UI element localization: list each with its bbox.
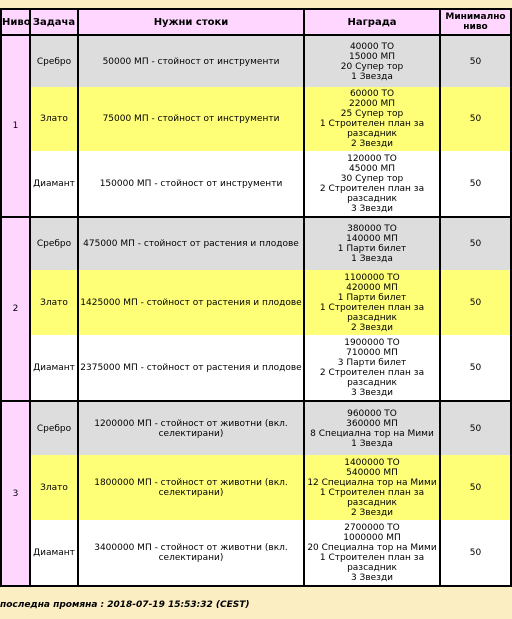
required-goods-cell: 1425000 МП - стойност от растения и плодове [78,270,304,335]
min-level-cell: 50 [440,270,511,335]
reward-line: 960000 ТО [347,408,397,419]
required-goods-cell: 50000 МП - стойност от инструменти [78,35,304,87]
reward-cell [304,335,440,401]
required-goods-cell: 75000 МП - стойност от инструменти [78,87,304,151]
required-goods-cell: 2375000 МП - стойност от растения и плодове [78,335,304,401]
level-cell: 2 [1,217,30,401]
reward-line: 1 Звезда [351,438,393,449]
reward-line: 1 Строителен план за разсадник [319,487,425,508]
reward-line: 22000 МП [348,99,396,109]
header-reward: Награда [304,9,440,35]
reward-line: 20 Специална тор на Мими [307,542,437,553]
reward-line: 120000 ТО [347,153,397,164]
min-level-cell: 50 [440,87,511,151]
reward-cell [304,401,440,455]
header-required-goods: Нужни стоки [78,9,304,35]
reward-cell [304,87,440,151]
task-cell: Злато [30,87,78,151]
task-cell: Сребро [30,401,78,455]
reward-line: 540000 МП [346,467,398,478]
reward-line: 420000 МП [346,282,398,293]
reward-line: 3 Звезди [350,572,394,583]
reward-line: 1 Звезда [351,254,393,264]
reward-line: 1 Строителен план за разсадник [319,119,425,139]
task-cell: Сребро [30,217,78,270]
reward-line: 1 Парти билет [337,292,407,303]
reward-cell [304,151,440,217]
min-level-cell: 50 [440,35,511,87]
reward-line: 30 Супер тор [340,173,404,184]
reward-line: 12 Специална тор на Мими [307,477,437,488]
min-level-cell: 50 [440,520,511,586]
required-goods-cell: 150000 МП - стойност от инструменти [78,151,304,217]
reward-line: 3 Звезди [350,203,394,214]
reward-line: 2 Звезди [350,139,394,149]
reward-cell [304,35,440,87]
level-cell: 1 [1,35,30,217]
quest-table [0,8,512,587]
min-level-cell: 50 [440,335,511,401]
task-cell: Злато [30,455,78,520]
table-row [1,217,511,270]
quest-table-body [1,35,511,586]
table-row [1,520,511,586]
min-level-cell: 50 [440,455,511,520]
reward-line: 3 Парти билет [337,357,407,368]
reward-line: 1100000 ТО [344,272,400,283]
reward-line: 380000 ТО [347,224,397,234]
task-cell: Злато [30,270,78,335]
table-row [1,270,511,335]
reward-line: 3 Звезди [350,387,394,398]
table-header-row [1,9,511,35]
reward-line: 1 Строителен план за разсадник [319,302,425,323]
reward-cell [304,270,440,335]
reward-line: 15000 МП [348,51,396,62]
table-row [1,151,511,217]
task-cell: Диамант [30,335,78,401]
required-goods-cell: 1200000 МП - стойност от животни (вкл. селектирани) [78,401,304,455]
reward-line: 2 Звезди [350,322,394,333]
header-level: Ниво [1,9,30,35]
min-level-cell: 50 [440,217,511,270]
reward-line: 1 Звезда [351,71,393,82]
reward-line: 140000 МП [346,234,398,244]
reward-line: 45000 МП [348,163,396,174]
reward-line: 20 Супер тор [340,61,404,72]
reward-line: 2 Строителен план за разсадник [319,367,425,388]
required-goods-cell: 3400000 МП - стойност от животни (вкл. селектирани) [78,520,304,586]
reward-cell [304,217,440,270]
reward-cell [304,455,440,520]
task-cell: Сребро [30,35,78,87]
reward-line: 1400000 ТО [344,457,400,468]
reward-line: 360000 МП [346,418,398,429]
reward-line: 710000 МП [346,347,398,358]
reward-line: 60000 ТО [349,89,395,99]
table-row [1,35,511,87]
reward-line: 40000 ТО [349,41,395,52]
reward-line: 25 Супер тор [340,109,404,119]
reward-line: 1900000 ТО [344,337,400,348]
min-level-cell: 50 [440,401,511,455]
reward-line: 1 Парти билет [337,244,407,254]
required-goods-cell: 1800000 МП - стойност от животни (вкл. селектирани) [78,455,304,520]
reward-line: 1000000 МП [343,532,401,543]
header-min-level: Минимално ниво [440,9,511,35]
reward-line: 8 Специална тор на Мими [310,428,434,439]
table-row [1,455,511,520]
required-goods-cell: 475000 МП - стойност от растения и плодове [78,217,304,270]
task-cell: Диамант [30,520,78,586]
reward-cell [304,520,440,586]
min-level-cell: 50 [440,151,511,217]
table-row [1,335,511,401]
last-modified-footer: последна промяна : 2018-07-19 15:53:32 (CEST) [0,600,250,610]
header-task: Задача [30,9,78,35]
table-row [1,401,511,455]
task-cell: Диамант [30,151,78,217]
level-cell: 3 [1,401,30,586]
reward-line: 2 Строителен план за разсадник [319,183,425,204]
reward-line: 2700000 ТО [344,522,400,533]
reward-line: 1 Строителен план за разсадник [319,552,425,573]
table-row [1,87,511,151]
reward-line: 2 Звезди [350,507,394,518]
